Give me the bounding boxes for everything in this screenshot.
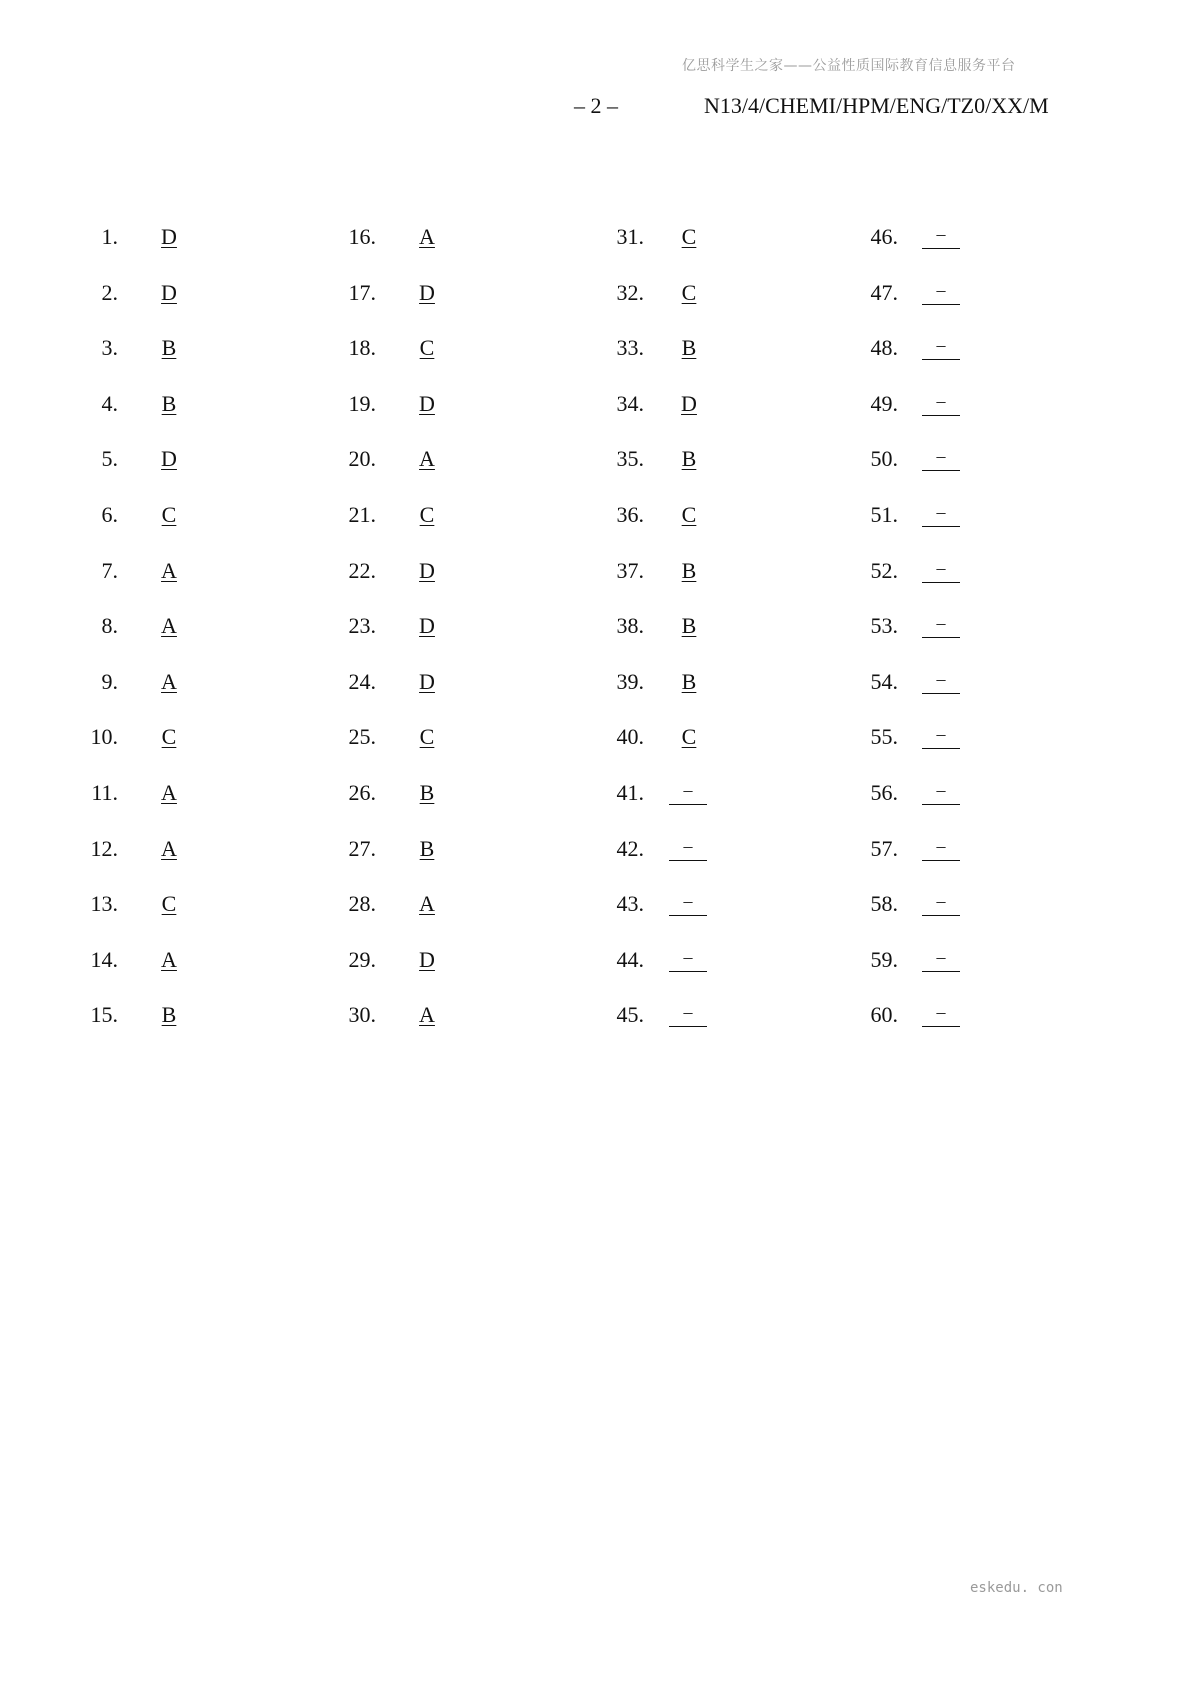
question-number: 34. (616, 390, 644, 416)
answer-value: A (161, 946, 177, 972)
answer-row (838, 722, 1078, 752)
question-number: 21. (348, 502, 376, 527)
answer-value: – (936, 780, 946, 800)
answer-value: – (683, 835, 693, 856)
answer-row (316, 667, 556, 697)
answer-value: B (681, 557, 697, 583)
answer-row (838, 556, 1078, 586)
question-number: 22. (348, 557, 376, 583)
question-number: 41. (616, 780, 644, 805)
answer-row (838, 778, 1078, 808)
answer-row (838, 444, 1078, 474)
question-number: 56. (870, 780, 898, 805)
answer-value: D (419, 557, 435, 583)
answer-blank (922, 1000, 960, 1030)
answer-row (316, 1000, 556, 1030)
answer-value: – (683, 1002, 693, 1023)
answer-underline (922, 1026, 960, 1027)
answer-row (58, 333, 298, 363)
page-number: – 2 – (574, 93, 618, 118)
question-number: 40. (616, 724, 644, 750)
answer-row (584, 834, 824, 864)
question-number: 59. (870, 946, 898, 972)
question-number: 11. (91, 780, 118, 805)
answer-value: C (419, 724, 435, 750)
answer-value: – (936, 613, 946, 634)
question-number: 39. (616, 668, 644, 694)
answer-row (838, 945, 1078, 975)
answer-blank (922, 722, 960, 752)
answer-blank (922, 834, 960, 864)
answer-value: B (681, 335, 697, 361)
question-number: 17. (348, 279, 376, 305)
answer-row (584, 889, 824, 919)
answer-value: C (161, 724, 177, 750)
answer-row (838, 278, 1078, 308)
answer-value: A (419, 224, 435, 249)
answer-value: D (419, 390, 435, 416)
document-code: N13/4/CHEMI/HPM/ENG/TZ0/XX/M (704, 93, 1049, 118)
answer-underline (669, 915, 707, 916)
answer-row (58, 778, 298, 808)
answer-value: – (936, 557, 946, 578)
question-number: 52. (870, 557, 898, 583)
question-number: 2. (101, 279, 118, 305)
answer-value: A (419, 446, 435, 472)
answer-row (584, 611, 824, 641)
answer-row (316, 278, 556, 308)
answer-row (316, 889, 556, 919)
question-number: 20. (348, 446, 376, 472)
answer-underline (669, 860, 707, 861)
answer-underline (922, 915, 960, 916)
answer-underline (922, 971, 960, 972)
question-number: 26. (348, 780, 376, 805)
answer-underline (669, 804, 707, 805)
answer-underline (922, 804, 960, 805)
answer-row (838, 834, 1078, 864)
answer-row (316, 778, 556, 808)
answer-underline (922, 415, 960, 416)
answer-value: A (161, 835, 177, 861)
answer-value: – (936, 502, 946, 522)
answer-underline (669, 1026, 707, 1027)
answer-value: – (936, 279, 946, 300)
answer-value: – (936, 390, 946, 411)
question-number: 60. (870, 1002, 898, 1028)
answer-value: – (683, 946, 693, 967)
answer-row (58, 834, 298, 864)
question-number: 18. (348, 335, 376, 361)
answer-row (58, 500, 298, 530)
question-number: 14. (90, 946, 118, 972)
question-number: 33. (616, 335, 644, 361)
answer-value: C (681, 502, 697, 527)
answer-row (838, 500, 1078, 530)
question-number: 49. (870, 390, 898, 416)
answer-value: A (419, 1002, 435, 1028)
answer-row (316, 444, 556, 474)
answer-blank (922, 278, 960, 308)
answer-row (316, 834, 556, 864)
question-number: 16. (348, 224, 376, 249)
question-number: 23. (348, 613, 376, 639)
watermark-text: 亿思科学生之家——公益性质国际教育信息服务平台 (682, 58, 1016, 74)
question-number: 58. (870, 891, 898, 917)
answer-value: C (681, 279, 697, 305)
answer-row (58, 889, 298, 919)
answer-row (58, 722, 298, 752)
answer-value: D (419, 668, 435, 694)
answer-value: B (419, 780, 435, 805)
answer-row (838, 611, 1078, 641)
question-number: 42. (616, 835, 644, 861)
answer-row (58, 389, 298, 419)
answer-value: – (936, 446, 946, 467)
answer-blank (669, 778, 707, 808)
question-number: 8. (101, 613, 118, 639)
answer-row (838, 333, 1078, 363)
answer-value: B (681, 613, 697, 639)
answer-value: – (936, 835, 946, 856)
answer-blank (922, 556, 960, 586)
answer-value: – (936, 224, 946, 244)
question-number: 53. (870, 613, 898, 639)
answer-underline (922, 359, 960, 360)
answer-blank (669, 1000, 707, 1030)
answer-row (316, 556, 556, 586)
answer-value: B (161, 335, 177, 361)
answer-row (316, 500, 556, 530)
answer-row (584, 778, 824, 808)
answer-value: – (936, 668, 946, 689)
question-number: 55. (870, 724, 898, 750)
answer-row (316, 611, 556, 641)
answer-blank (669, 945, 707, 975)
answer-row (58, 222, 298, 252)
answer-value: D (161, 224, 177, 249)
question-number: 19. (348, 390, 376, 416)
answer-blank (922, 611, 960, 641)
answer-blank (669, 834, 707, 864)
answer-row (838, 389, 1078, 419)
answer-blank (922, 333, 960, 363)
answer-underline (922, 637, 960, 638)
answer-underline (922, 860, 960, 861)
answer-blank (922, 500, 960, 530)
question-number: 24. (348, 668, 376, 694)
answer-blank (669, 889, 707, 919)
answer-row (584, 333, 824, 363)
answer-blank (922, 222, 960, 252)
answer-underline (922, 748, 960, 749)
answer-value: D (681, 390, 697, 416)
question-number: 3. (101, 335, 118, 361)
answer-row (838, 889, 1078, 919)
question-number: 1. (101, 224, 118, 249)
answer-value: D (419, 279, 435, 305)
answer-value: – (683, 780, 693, 800)
answer-row (584, 389, 824, 419)
question-number: 51. (870, 502, 898, 527)
question-number: 28. (348, 891, 376, 917)
question-number: 50. (870, 446, 898, 472)
answer-row (58, 945, 298, 975)
answer-row (316, 945, 556, 975)
answer-value: D (161, 446, 177, 472)
question-number: 36. (616, 502, 644, 527)
answer-value: C (161, 502, 177, 527)
question-number: 47. (870, 279, 898, 305)
answer-value: C (419, 502, 435, 527)
answer-row (584, 1000, 824, 1030)
answer-row (58, 556, 298, 586)
question-number: 15. (90, 1002, 118, 1028)
question-number: 37. (616, 557, 644, 583)
answer-value: C (161, 891, 177, 917)
answer-value: A (161, 780, 177, 805)
question-number: 27. (348, 835, 376, 861)
answer-value: C (681, 224, 697, 249)
answer-value: – (683, 891, 693, 912)
answer-underline (669, 971, 707, 972)
answer-row (838, 1000, 1078, 1030)
answer-row (838, 222, 1078, 252)
answer-row (584, 444, 824, 474)
answer-row (316, 222, 556, 252)
answer-blank (922, 389, 960, 419)
question-number: 30. (348, 1002, 376, 1028)
answer-underline (922, 693, 960, 694)
question-number: 4. (101, 390, 118, 416)
answer-blank (922, 444, 960, 474)
question-number: 6. (101, 502, 118, 527)
question-number: 44. (616, 946, 644, 972)
answer-value: A (161, 668, 177, 694)
question-number: 38. (616, 613, 644, 639)
answer-row (58, 278, 298, 308)
answer-value: – (936, 724, 946, 745)
answer-row (838, 667, 1078, 697)
question-number: 57. (870, 835, 898, 861)
answer-row (584, 222, 824, 252)
answer-blank (922, 667, 960, 697)
answer-row (584, 500, 824, 530)
question-number: 12. (90, 835, 118, 861)
answer-value: B (161, 1002, 177, 1028)
answer-row (58, 667, 298, 697)
answer-underline (922, 470, 960, 471)
answer-row (316, 389, 556, 419)
question-number: 45. (616, 1002, 644, 1028)
question-number: 29. (348, 946, 376, 972)
question-number: 54. (870, 668, 898, 694)
answer-row (584, 278, 824, 308)
answer-value: B (681, 446, 697, 472)
answer-row (58, 444, 298, 474)
footer-site-text: eskedu. con (970, 1580, 1063, 1596)
answer-value: B (419, 835, 435, 861)
answer-value: A (419, 891, 435, 917)
question-number: 5. (101, 446, 118, 472)
answer-row (58, 611, 298, 641)
question-number: 25. (348, 724, 376, 750)
answer-row (316, 722, 556, 752)
question-number: 32. (616, 279, 644, 305)
answer-underline (922, 526, 960, 527)
answer-value: – (936, 891, 946, 912)
answer-underline (922, 582, 960, 583)
question-number: 10. (90, 724, 118, 750)
question-number: 13. (90, 891, 118, 917)
question-number: 31. (616, 224, 644, 249)
answer-value: B (161, 390, 177, 416)
question-number: 43. (616, 891, 644, 917)
answer-value: D (419, 946, 435, 972)
answer-value: – (936, 946, 946, 967)
question-number: 35. (616, 446, 644, 472)
question-number: 9. (101, 668, 118, 694)
answer-value: – (936, 335, 946, 356)
answer-value: A (161, 557, 177, 583)
answer-row (584, 556, 824, 586)
answer-blank (922, 889, 960, 919)
answer-blank (922, 945, 960, 975)
answer-value: D (419, 613, 435, 639)
answer-row (58, 1000, 298, 1030)
answer-value: A (161, 613, 177, 639)
question-number: 48. (870, 335, 898, 361)
question-number: 46. (870, 224, 898, 249)
question-number: 7. (101, 557, 118, 583)
answer-row (584, 945, 824, 975)
answer-value: B (681, 668, 697, 694)
answer-underline (922, 248, 960, 249)
answer-value: – (936, 1002, 946, 1023)
answer-blank (922, 778, 960, 808)
answer-value: C (681, 724, 697, 750)
answer-row (584, 667, 824, 697)
answer-value: D (161, 279, 177, 305)
answer-row (316, 333, 556, 363)
answer-row (584, 722, 824, 752)
answer-value: C (419, 335, 435, 361)
answer-underline (922, 304, 960, 305)
